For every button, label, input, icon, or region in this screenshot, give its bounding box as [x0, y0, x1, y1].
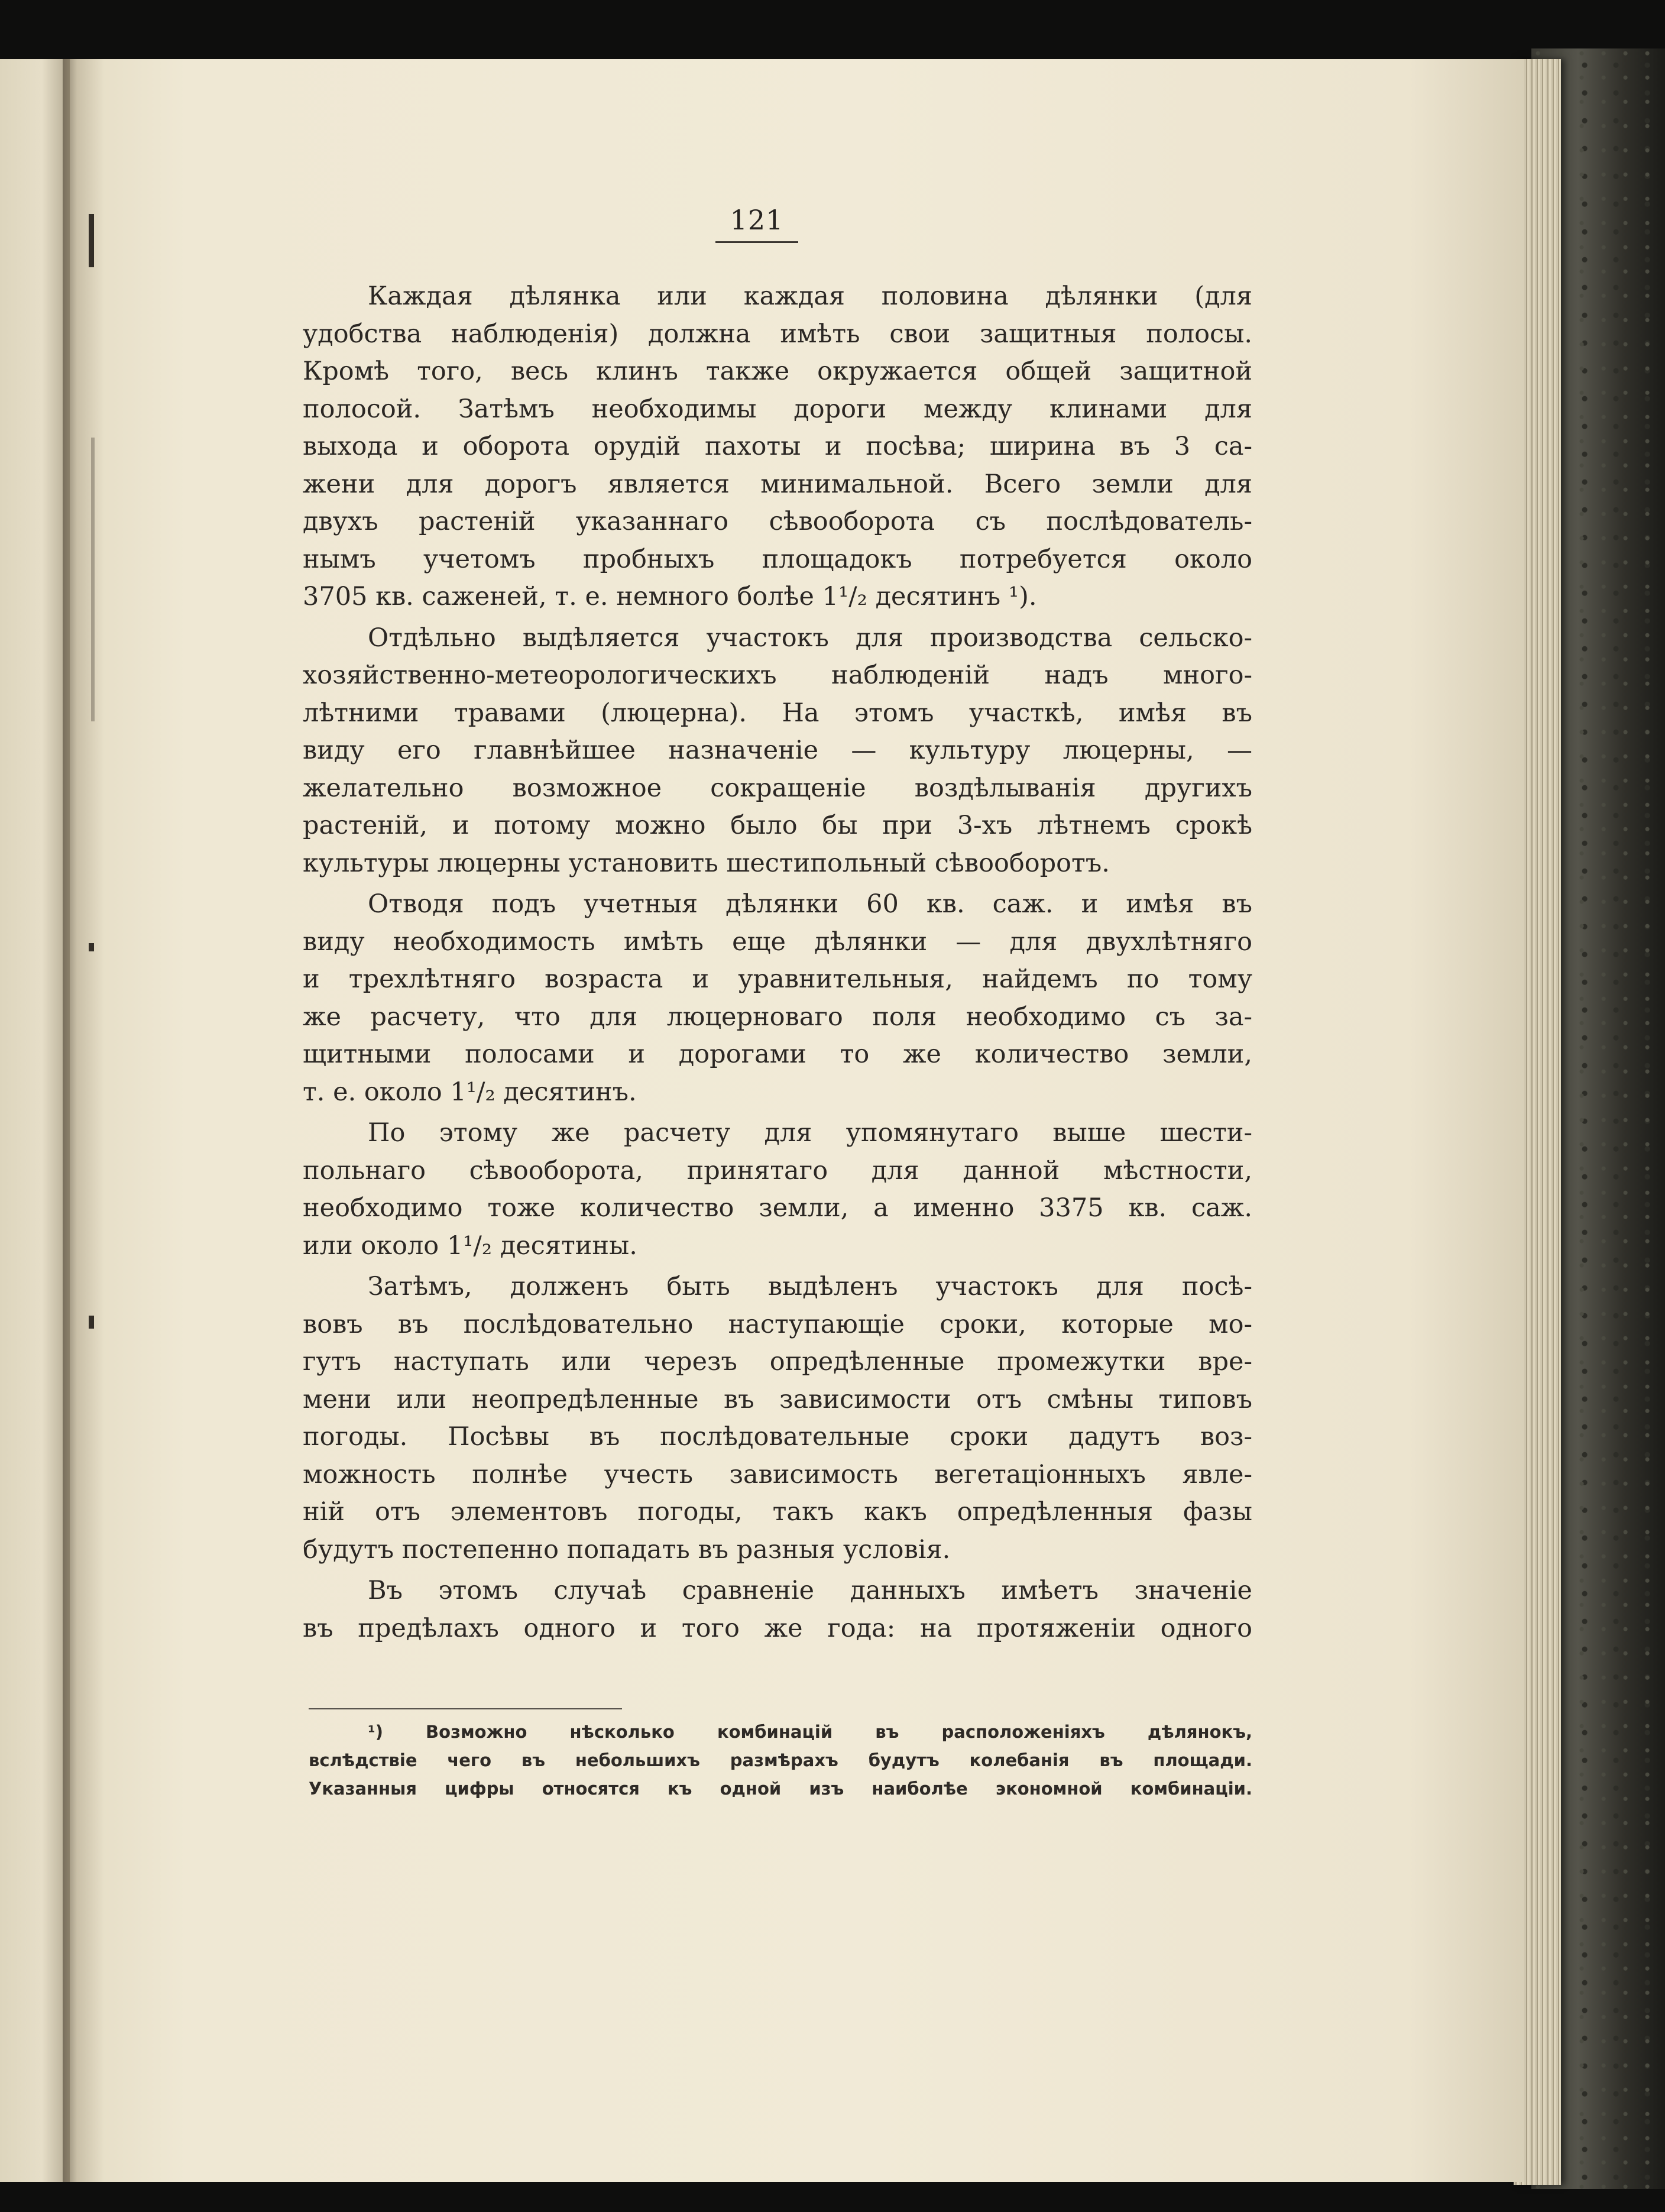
page-number: 121 — [730, 204, 784, 236]
footnote — [309, 1718, 1252, 1803]
text-line: же расчету, что для люцерноваго поля необходимо съ за- — [303, 1002, 1252, 1032]
text-line: погоды. Посѣвы въ послѣдовательные сроки дадутъ воз- — [303, 1422, 1252, 1452]
text-line: растеній, и потому можно было бы при 3-хъ лѣтнемъ срокѣ — [303, 811, 1252, 840]
footnote-line: Указанныя цифры относятся къ одной изъ наиболѣе экономной комбинаціи. — [309, 1779, 1252, 1799]
paragraph — [303, 1268, 1252, 1569]
text-line: польнаго сѣвооборота, принятаго для данной мѣстности, — [303, 1155, 1252, 1186]
text-line: выхода и оборота орудій пахоты и посѣва; ширина въ 3 са- — [303, 432, 1252, 461]
text-line: двухъ растеній указаннаго сѣвооборота съ послѣдователь- — [303, 507, 1252, 536]
paragraph — [303, 1115, 1252, 1265]
text-line: будутъ постепенно попадать въ разныя условія. — [303, 1534, 951, 1565]
text-line: Въ этомъ случаѣ сравненіе данныхъ имѣетъ значеніе — [368, 1576, 1252, 1605]
text-line: желательно возможное сокращеніе воздѣлыванія другихъ — [303, 773, 1252, 803]
text-line: и трехлѣтняго возраста и уравнительныя, найдемъ по тому — [303, 964, 1252, 994]
text-line: можность полнѣе учесть зависимость вегетаціонныхъ явле- — [303, 1459, 1252, 1489]
text-line: Затѣмъ, долженъ быть выдѣленъ участокъ для посѣ- — [368, 1272, 1252, 1301]
text-line: гутъ наступать или черезъ опредѣленные промежутки вре- — [303, 1347, 1252, 1377]
text-line: По этому же расчету для упомянутаго выше шести- — [368, 1118, 1252, 1148]
paragraph — [303, 886, 1252, 1111]
text-line: или около 1¹/₂ десятины. — [303, 1230, 637, 1261]
left-facing-page — [0, 59, 70, 2182]
text-line: Отводя подъ учетныя дѣлянки 60 кв. саж. и имѣя въ — [368, 889, 1252, 919]
text-line: удобства наблюденія) должна имѣть свои защитныя полосы. — [303, 319, 1252, 349]
text-line: мени или неопредѣленные въ зависимости отъ смѣны типовъ — [303, 1384, 1252, 1414]
page-number-rule — [715, 241, 798, 243]
text-line: 3705 кв. саженей, т. е. немного болѣе 1¹/₂ десятинъ ¹). — [303, 582, 1037, 611]
text-line: необходимо тоже количество земли, а именно 3375 кв. саж. — [303, 1193, 1252, 1223]
text-line: вовъ въ послѣдовательно наступающіе сроки, которые мо- — [303, 1309, 1252, 1339]
text-line: полосой. Затѣмъ необходимы дороги между клинами для — [303, 394, 1252, 424]
text-line: лѣтними травами (люцерна). На этомъ участкѣ, имѣя въ — [303, 698, 1252, 728]
text-line: виду необходимость имѣть еще дѣлянки — для двухлѣтняго — [303, 927, 1252, 957]
paragraph — [303, 278, 1252, 616]
binding-gutter — [63, 59, 104, 2182]
text-line: Отдѣльно выдѣляется участокъ для производства сельско- — [368, 623, 1252, 653]
paragraph — [303, 1572, 1252, 1647]
text-line: нымъ учетомъ пробныхъ площадокъ потребуется около — [303, 544, 1252, 574]
text-line: Каждая дѣлянка или каждая половина дѣлянки (для — [368, 281, 1252, 311]
text-line: виду его главнѣйшее назначеніе — культуру люцерны, — — [303, 736, 1252, 765]
body-text — [303, 278, 1252, 1647]
text-line: Кромѣ того, весь клинъ также окружается общей защитной — [303, 357, 1252, 386]
text-line: культуры люцерны установить шестипольный сѣвооборотъ. — [303, 848, 1110, 878]
footnote-rule — [309, 1708, 622, 1709]
text-line: въ предѣлахъ одного и того же года: на протяженіи одного — [303, 1613, 1252, 1643]
paragraph — [303, 620, 1252, 883]
text-line: хозяйственно-метеорологическихъ наблюденій надъ много- — [303, 660, 1252, 690]
text-line: жени для дорогъ является минимальной. Всего земли для — [303, 469, 1252, 499]
text-line: т. е. около 1¹/₂ десятинъ. — [303, 1077, 637, 1107]
text-line: ній отъ элементовъ погоды, такъ какъ опредѣленныя фазы — [303, 1497, 1252, 1527]
text-line: щитными полосами и дорогами то же количество земли, — [303, 1039, 1252, 1069]
footnote-line: ¹) Возможно нѣсколько комбинацій въ расположеніяхъ дѣлянокъ, — [368, 1722, 1252, 1742]
footnote-line: вслѣдствіе чего въ небольшихъ размѣрахъ будутъ колебанія въ площади. — [309, 1750, 1252, 1770]
